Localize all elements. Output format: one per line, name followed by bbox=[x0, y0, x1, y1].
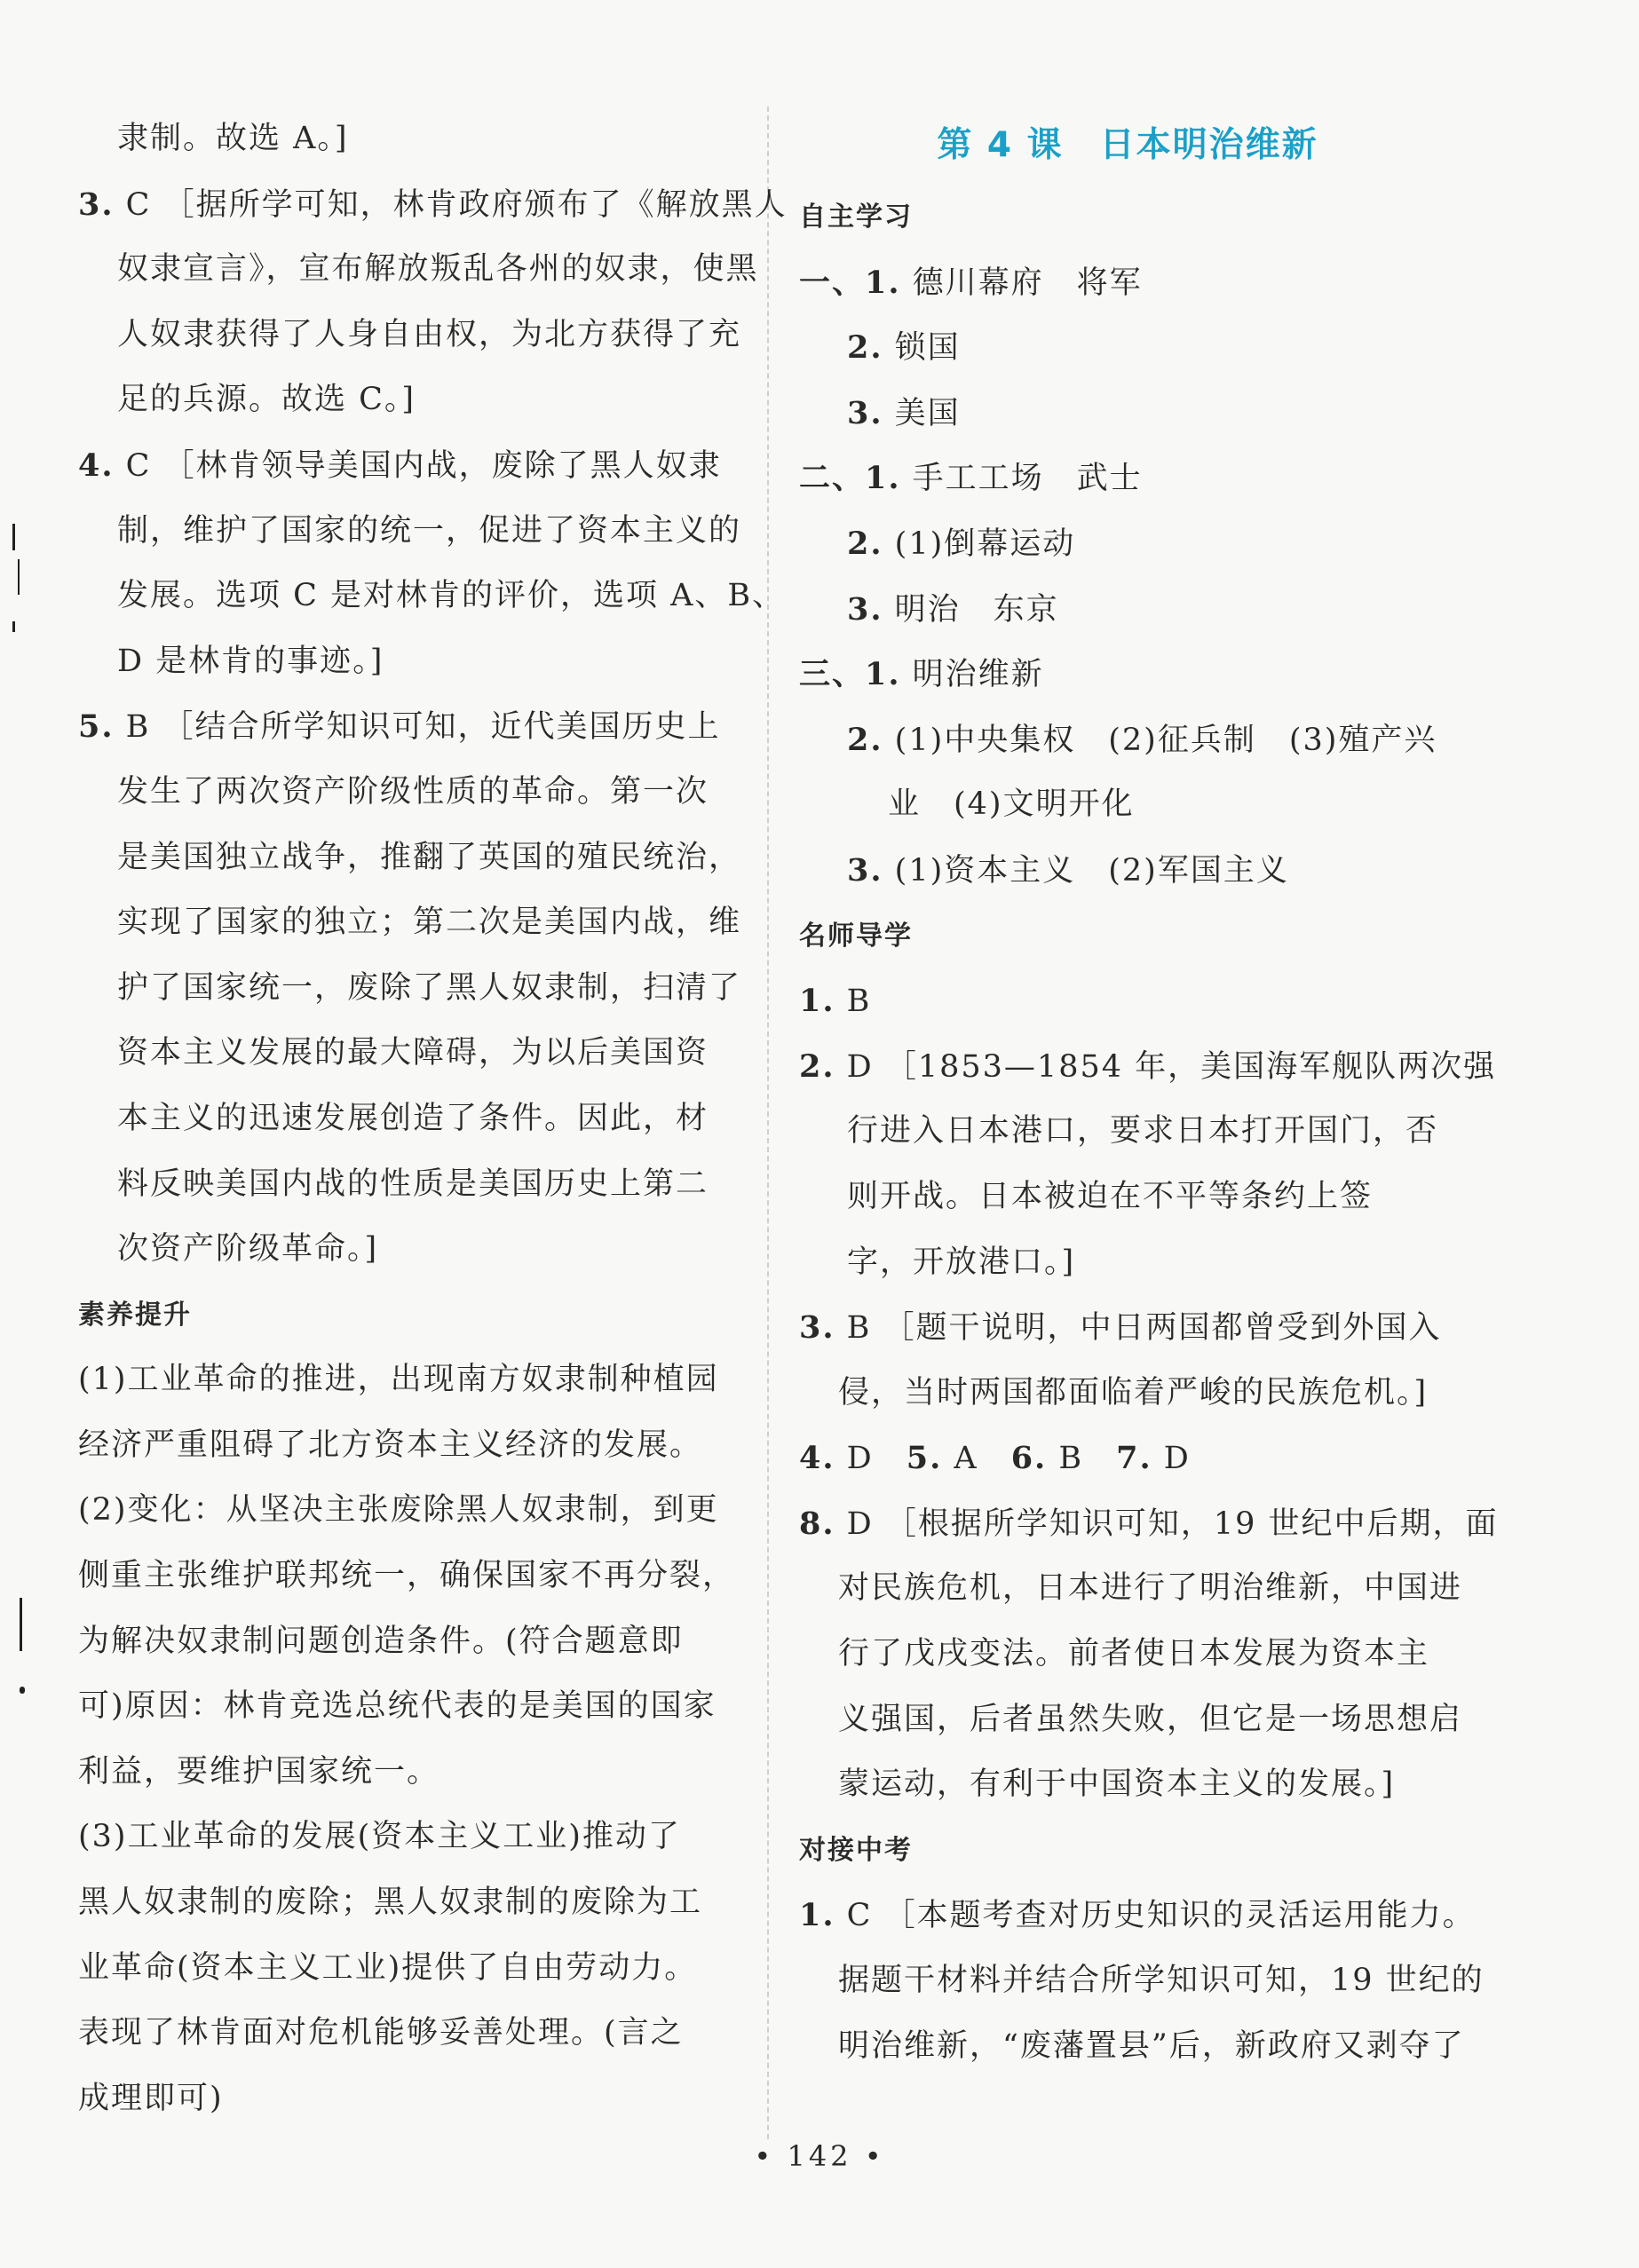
text-line bbox=[799, 2014, 1465, 2080]
text-line bbox=[78, 1152, 735, 1218]
text-line bbox=[799, 1426, 1456, 1491]
binding-mark bbox=[12, 621, 15, 632]
text-line bbox=[78, 1544, 735, 1609]
question-number: 6. bbox=[1010, 1440, 1048, 1477]
question-number: 8. bbox=[799, 1505, 835, 1542]
line-text: 制，维护了国家的统一，促进了资本主义的 bbox=[117, 512, 742, 549]
line-text: D 是林肯的事迹。] bbox=[117, 643, 384, 679]
question-number: 1. bbox=[799, 1897, 835, 1934]
line-text: B ［结合所学知识可知，近代美国历史上 bbox=[114, 709, 721, 746]
line-text: 表现了林肯面对危机能够妥善处理。(言之 bbox=[78, 2015, 684, 2051]
text-line bbox=[78, 694, 735, 760]
line-text: 业革命(资本主义工业)提供了自由劳动力。 bbox=[78, 1949, 698, 1986]
text-line bbox=[799, 446, 1456, 511]
text-line bbox=[799, 707, 1456, 773]
line-text: 明治维新 bbox=[900, 657, 1044, 693]
line-text: 发展。选项 C 是对林肯的评价，选项 A、B、 bbox=[117, 578, 786, 614]
question-number: 2. bbox=[799, 1047, 835, 1085]
text-line bbox=[78, 1087, 735, 1152]
line-text: (3)工业革命的发展(资本主义工业)推动了 bbox=[78, 1819, 681, 1855]
line-text: 侧重主张维护联邦统一，确保国家不再分裂， bbox=[78, 1558, 736, 1594]
binding-mark bbox=[20, 1687, 25, 1694]
text-line bbox=[799, 642, 1456, 707]
line-text: 隶制。故选 A。] bbox=[117, 121, 349, 156]
line-text: 对民族危机，日本进行了明治维新，中国进 bbox=[838, 1570, 1463, 1607]
text-line bbox=[78, 1217, 735, 1283]
text-line bbox=[799, 1165, 1456, 1230]
line-text: 可)原因：林肯竞选总统代表的是美国的国家 bbox=[78, 1688, 717, 1725]
text-line bbox=[78, 2066, 735, 2132]
question-number: 3. bbox=[78, 186, 115, 223]
binding-mark bbox=[12, 524, 15, 550]
question-number: 4. bbox=[78, 446, 115, 484]
line-text: C ［林肯领导美国内战，废除了黑人奴隶 bbox=[114, 447, 722, 484]
line-text: 利益，要维护国家统一。 bbox=[78, 1753, 440, 1790]
line-text: 明治维新，“废藩置县”后，新政府又剥夺了 bbox=[838, 2027, 1465, 2064]
text-line bbox=[799, 838, 1456, 904]
line-text: B bbox=[1047, 1441, 1117, 1477]
line-text: 侵，当时两国都面临着严峻的民族危机。] bbox=[838, 1374, 1429, 1411]
text-line bbox=[78, 890, 742, 956]
text-line bbox=[78, 1347, 735, 1413]
question-number: 3. bbox=[847, 394, 883, 431]
text-line bbox=[799, 511, 1456, 577]
text-line bbox=[799, 577, 1456, 643]
section-heading: 自主学习 bbox=[799, 202, 913, 233]
question-number: 4. bbox=[799, 1440, 835, 1477]
line-text: B bbox=[835, 984, 872, 1020]
column-divider bbox=[767, 107, 769, 2139]
line-text: D bbox=[835, 1441, 907, 1477]
section-heading: 素养提升 bbox=[78, 1299, 192, 1331]
text-line bbox=[78, 367, 735, 433]
text-line bbox=[799, 1622, 1456, 1687]
left-column bbox=[78, 107, 788, 2131]
line-text: 成理即可) bbox=[78, 2080, 224, 2116]
lesson-title: 第 4 课 日本明治维新 bbox=[937, 125, 1318, 165]
text-line bbox=[799, 1948, 1485, 2014]
question-number: 5. bbox=[78, 708, 115, 746]
line-text: 奴隶宣言》，宣布解放叛乱各州的奴隶，使黑 bbox=[117, 251, 759, 288]
line-text: 明治 东京 bbox=[883, 591, 1059, 628]
question-number: 二、1. bbox=[799, 460, 901, 497]
section-heading: 名师导学 bbox=[799, 920, 913, 952]
text-line bbox=[799, 1230, 1456, 1296]
line-text: 锁国 bbox=[883, 330, 961, 367]
line-text: 德川幕府 将军 bbox=[900, 265, 1143, 301]
text-line bbox=[78, 499, 742, 565]
line-text: 资本主义发展的最大障碍，为以后美国资 bbox=[117, 1035, 709, 1071]
text-line bbox=[78, 433, 735, 499]
text-line bbox=[799, 315, 1456, 381]
line-text: D ［根据所学知识可知，19 世纪中后期，面 bbox=[835, 1505, 1499, 1542]
text-line bbox=[799, 772, 1456, 838]
text-line bbox=[799, 250, 1456, 316]
text-line bbox=[799, 968, 1456, 1034]
line-text: 行了戊戌变法。前者使日本发展为资本主 bbox=[838, 1636, 1430, 1672]
binding-mark bbox=[20, 1598, 22, 1651]
line-text: (1)工业革命的推进，出现南方奴隶制种植园 bbox=[78, 1362, 719, 1398]
line-text: 据题干材料并结合所学知识可知，19 世纪的 bbox=[838, 1963, 1485, 1999]
text-line bbox=[799, 1687, 1463, 1753]
text-line bbox=[78, 1478, 735, 1544]
text-line bbox=[799, 1034, 1497, 1100]
text-line bbox=[78, 629, 735, 695]
line-text: 经济严重阻碍了北方资本主义经济的发展。 bbox=[78, 1426, 703, 1463]
line-text: (1)倒幕运动 bbox=[883, 526, 1076, 562]
line-text: B ［题干说明，中日两国都曾受到外国入 bbox=[835, 1310, 1442, 1347]
text-line bbox=[78, 1674, 735, 1740]
line-text: 为解决奴隶制问题创造条件。(符合题意即 bbox=[78, 1623, 684, 1659]
text-line bbox=[78, 1870, 735, 1936]
line-text: 足的兵源。故选 C。] bbox=[117, 382, 416, 418]
line-text: 黑人奴隶制的废除；黑人奴隶制的废除为工 bbox=[78, 1885, 703, 1921]
text-line bbox=[78, 1805, 735, 1870]
line-text: (1)资本主义 (2)军国主义 bbox=[883, 852, 1289, 889]
text-line bbox=[799, 1361, 1456, 1426]
text-line bbox=[78, 564, 786, 629]
text-line bbox=[78, 1740, 735, 1806]
question-number: 3. bbox=[799, 1309, 835, 1347]
question-number: 1. bbox=[799, 983, 835, 1020]
line-text: 人奴隶获得了人身自由权，为北方获得了充 bbox=[117, 316, 742, 352]
right-column-body bbox=[799, 185, 1499, 2079]
text-line bbox=[78, 826, 742, 891]
text-line bbox=[799, 381, 1456, 446]
question-number: 2. bbox=[847, 329, 883, 367]
text-line bbox=[799, 1556, 1463, 1622]
line-text: 次资产阶级革命。] bbox=[117, 1231, 379, 1268]
text-line bbox=[78, 1609, 735, 1675]
line-text: 义强国，后者虽然失败，但它是一场思想启 bbox=[838, 1701, 1463, 1737]
question-number: 2. bbox=[847, 525, 883, 562]
text-line bbox=[78, 107, 735, 172]
right-column bbox=[799, 107, 1499, 2079]
question-number: 2. bbox=[847, 721, 883, 758]
line-text: D ［1853—1854 年，美国海军舰队两次强 bbox=[835, 1048, 1497, 1085]
binding-mark bbox=[18, 559, 20, 595]
line-text: 是美国独立战争，推翻了英国的殖民统治， bbox=[117, 839, 742, 875]
text-line bbox=[78, 760, 735, 826]
line-text: (1)中央集权 (2)征兵制 (3)殖产兴 bbox=[883, 722, 1437, 758]
question-number: 一、1. bbox=[799, 264, 901, 301]
text-line bbox=[78, 2001, 735, 2066]
text-line bbox=[78, 1413, 735, 1479]
line-text: A bbox=[942, 1441, 1011, 1477]
line-text: 则开战。日本被迫在不平等条约上签 bbox=[847, 1178, 1374, 1214]
line-text: 美国 bbox=[883, 395, 961, 431]
text-line bbox=[78, 956, 742, 1022]
text-line bbox=[799, 1752, 1456, 1818]
line-text: 发生了两次资产阶级性质的革命。第一次 bbox=[117, 773, 709, 810]
line-text: 字，开放港口。] bbox=[847, 1244, 1076, 1280]
text-line bbox=[78, 172, 788, 238]
page-number: • 142 • bbox=[754, 2139, 885, 2173]
line-text: C ［本题考查对历史知识的灵活运用能力。 bbox=[835, 1898, 1476, 1934]
line-text: (2)变化：从坚决主张废除黑人奴隶制，到更 bbox=[78, 1492, 719, 1529]
question-number: 三、1. bbox=[799, 656, 901, 693]
text-line bbox=[799, 1099, 1456, 1165]
question-number: 7. bbox=[1116, 1440, 1152, 1477]
text-line bbox=[799, 1295, 1456, 1361]
question-number: 5. bbox=[906, 1440, 943, 1477]
line-text: 手工工场 武士 bbox=[900, 461, 1143, 497]
line-text: 本主义的迅速发展创造了条件。因此，材 bbox=[117, 1100, 709, 1136]
text-line bbox=[78, 303, 742, 368]
line-text: 蒙运动，有利于中国资本主义的发展。] bbox=[838, 1766, 1396, 1803]
line-text: C ［据所学可知，林肯政府颁布了《解放黑人 bbox=[114, 186, 788, 223]
section-heading: 对接中考 bbox=[799, 1834, 913, 1866]
text-line bbox=[78, 1936, 735, 2002]
line-text: 料反映美国内战的性质是美国历史上第二 bbox=[117, 1166, 709, 1202]
line-text: 业 (4)文明开化 bbox=[888, 786, 1135, 823]
text-line bbox=[799, 1883, 1476, 1948]
text-line bbox=[799, 1491, 1499, 1557]
question-number: 3. bbox=[847, 590, 883, 628]
line-text: 行进入日本港口，要求日本打开国门，否 bbox=[847, 1113, 1439, 1150]
text-line bbox=[78, 1021, 735, 1087]
line-text: 护了国家统一，废除了黑人奴隶制，扫清了 bbox=[117, 969, 742, 1006]
line-text: D bbox=[1152, 1441, 1191, 1477]
line-text: 实现了国家的独立；第二次是美国内战，维 bbox=[117, 905, 742, 941]
text-line bbox=[78, 237, 759, 303]
question-number: 3. bbox=[847, 851, 883, 889]
